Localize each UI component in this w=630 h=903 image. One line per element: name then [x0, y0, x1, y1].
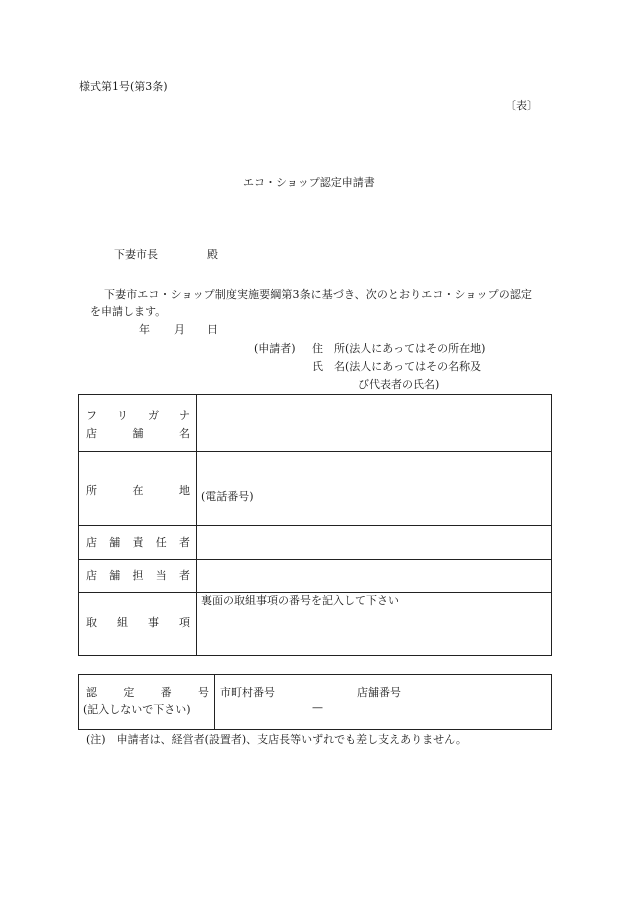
form-number: 様式第1号(第3条)	[79, 80, 168, 93]
city-number-label: 市町村番号	[220, 686, 275, 699]
applicant-name-note-1: (法人にあってはその名称及	[345, 360, 482, 373]
cert-note: (記入しないで下さい)	[83, 703, 191, 716]
activities-label	[86, 616, 190, 630]
side-mark: 〔表〕	[505, 99, 538, 112]
addressee-honorific: 殿	[207, 248, 218, 261]
staff-char: 店	[86, 569, 97, 582]
phone-number-label: (電話番号)	[201, 490, 254, 503]
row-divider	[79, 451, 551, 452]
cert-char: 号	[197, 686, 209, 699]
furigana-char: ガ	[148, 409, 159, 422]
shop-name-char: 店	[86, 427, 97, 440]
row-divider	[79, 592, 551, 593]
shop-number-label: 店舗番号	[357, 686, 401, 699]
cert-char: 認	[86, 686, 97, 699]
activities-char: 事	[148, 616, 159, 629]
row-divider	[79, 525, 551, 526]
manager-char: 舗	[109, 536, 121, 549]
staff-char: 担	[132, 569, 144, 582]
number-separator: —	[312, 701, 323, 714]
date-month-label: 月	[174, 323, 185, 336]
furigana-char: ナ	[179, 409, 190, 422]
row-divider	[79, 559, 551, 560]
location-label	[86, 484, 190, 498]
manager-char: 責	[132, 536, 144, 549]
cert-char: 番	[160, 686, 172, 699]
shop-name-label	[86, 427, 190, 441]
column-divider	[214, 675, 215, 729]
cert-char: 定	[123, 686, 135, 699]
page-title: エコ・ショップ認定申請書	[243, 176, 375, 189]
applicant-name-label: 氏 名	[312, 360, 345, 373]
body-text-line-2: を申請します。	[90, 305, 167, 318]
shop-manager-label	[86, 536, 190, 550]
date-day-label: 日	[207, 323, 218, 336]
shop-staff-label	[86, 569, 190, 583]
addressee-name: 下妻市長	[114, 248, 158, 261]
furigana-label	[86, 409, 190, 423]
activities-char: 組	[117, 616, 128, 629]
applicant-address-label: 住 所	[312, 342, 345, 355]
furigana-char: フ	[86, 409, 97, 422]
activities-char: 取	[86, 616, 97, 629]
applicant-name-note-2: び代表者の氏名)	[358, 378, 440, 391]
date-year-label: 年	[139, 323, 150, 336]
staff-char: 当	[155, 569, 167, 582]
body-text-line-1: 下妻市エコ・ショップ制度実施要綱第3条に基づき、次のとおりエコ・ショップの認定	[104, 288, 533, 301]
activities-char: 項	[179, 616, 190, 629]
applicant-label: (申請者)	[254, 342, 296, 355]
shop-name-char: 舗	[132, 427, 144, 440]
staff-char: 舗	[109, 569, 121, 582]
location-char: 所	[86, 484, 97, 497]
manager-char: 店	[86, 536, 97, 549]
staff-char: 者	[179, 569, 190, 582]
furigana-char: リ	[117, 409, 128, 422]
location-char: 地	[179, 484, 190, 497]
manager-char: 者	[179, 536, 190, 549]
cert-number-label	[86, 686, 209, 700]
activities-note: 裏面の取組事項の番号を記入して下さい	[201, 594, 399, 607]
shop-name-char: 名	[179, 427, 190, 440]
footnote: (注) 申請者は、経営者(設置者)、支店長等いずれでも差し支えありません。	[86, 733, 467, 746]
location-char: 在	[132, 484, 144, 497]
applicant-address-note: (法人にあってはその所在地)	[345, 342, 486, 355]
manager-char: 任	[155, 536, 167, 549]
